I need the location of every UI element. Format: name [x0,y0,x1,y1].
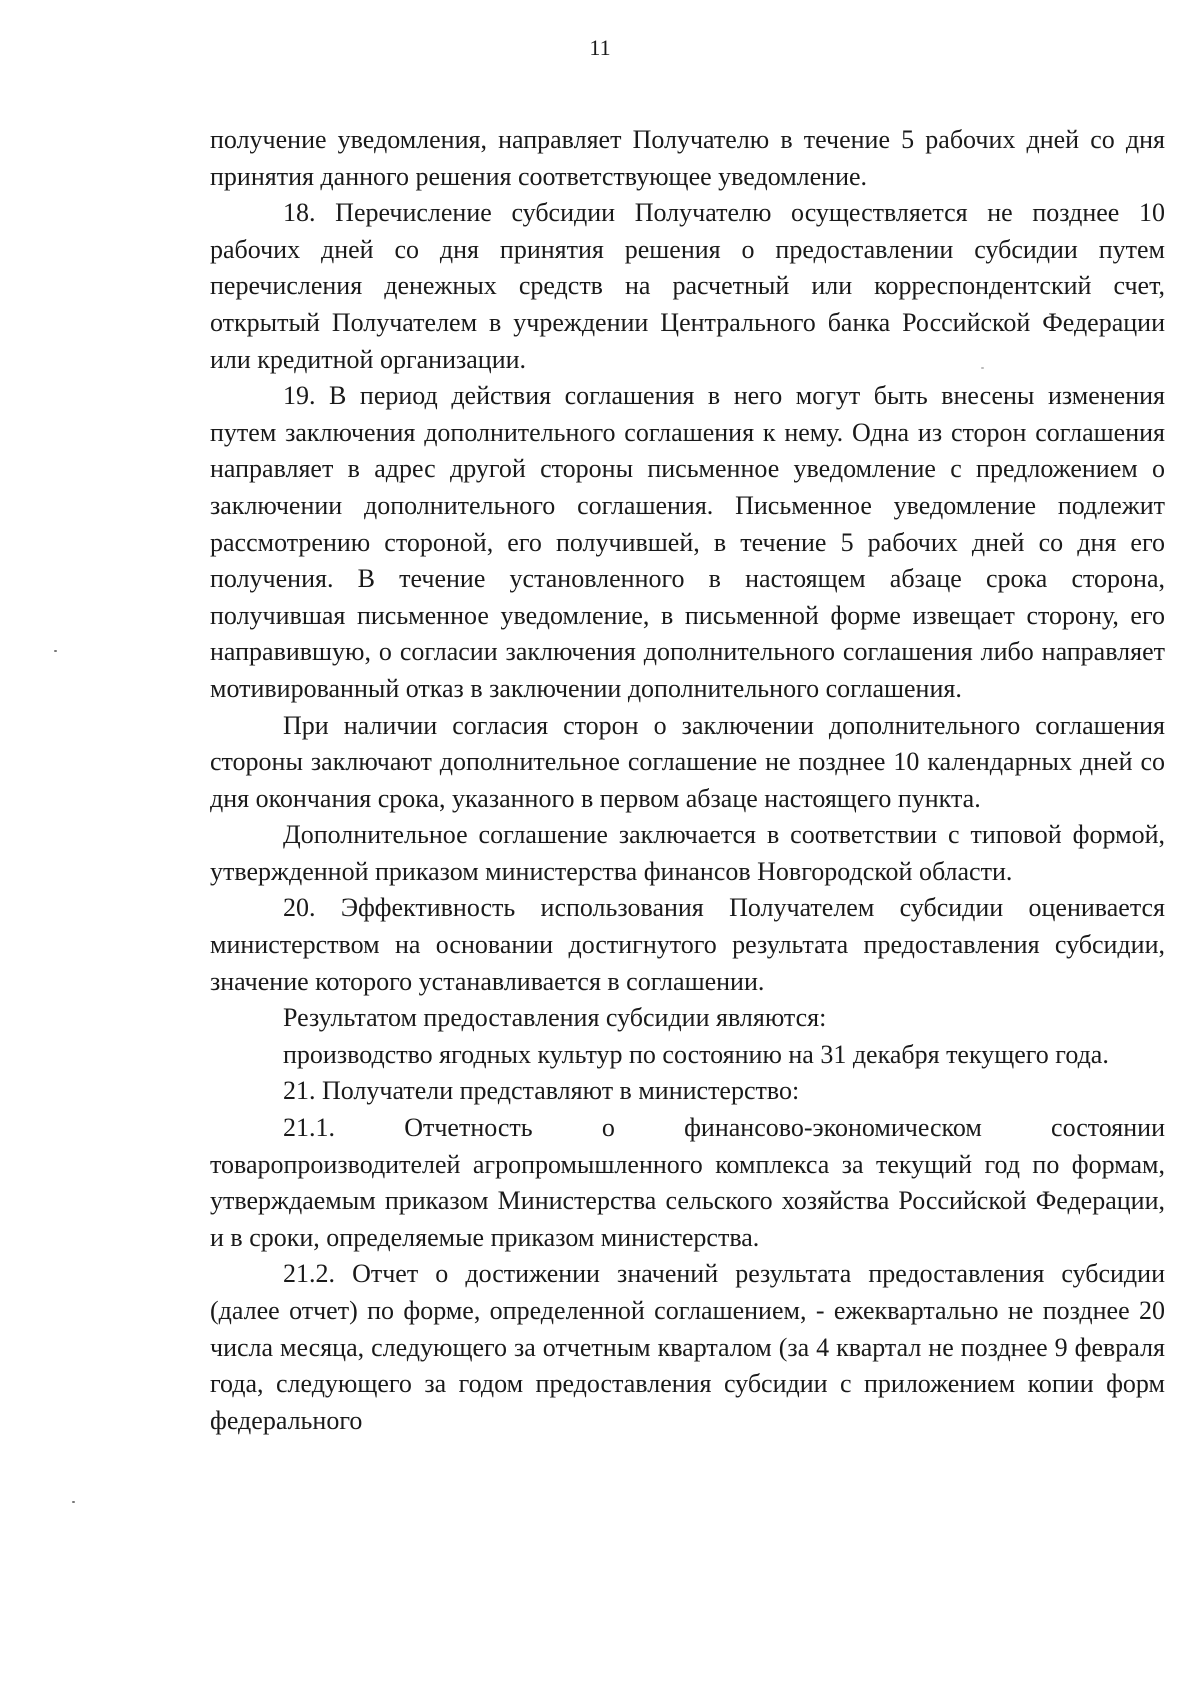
paragraph-20: 20. Эффективность использования Получателем субсидии оценивается министерством на основании достигнутого результата предоставления субсидии, значение которого устанавливается в соглашении. [210,893,1165,996]
scan-speck [72,1501,75,1503]
paragraph-19-form: Дополнительное соглашение заключается в соответствии с типовой формой, утвержденной приказом министерства финансов Новгородской области. [210,820,1165,886]
page-number: 11 [589,35,611,60]
paragraph-19: 19. В период действия соглашения в него могут быть внесены изменения путем заключения дополнительного соглашения к нему. Одна из сторон соглашения направляет в адрес другой стороны письменное уведомление с предложением о заключении дополнительного соглашения. Письменное уведомление подлежит рассмотрению стороной, его получившей, в течение 5 рабочих дней со дня его получения. В течение установленного в настоящем абзаце срока сторона, получившая письменное уведомление, в письменной форме извещает сторону, его направившую, о согласии заключения дополнительного соглашения либо направляет мотивированный отказ в заключении дополнительного соглашения. [210,381,1165,703]
paragraph-20-berries: производство ягодных культур по состоянию на 31 декабря текущего года. [283,1039,1109,1069]
paragraph-continuation: получение уведомления, направляет Получателю в течение 5 рабочих дней со дня принятия данного решения соответствующее уведомление. [210,125,1165,191]
paragraph-19-consent: При наличии согласия сторон о заключении дополнительного соглашения стороны заключают дополнительное соглашение не позднее 10 календарных дней со дня окончания срока, указанного в первом абзаце настоящего пункта. [210,710,1165,813]
scan-speck [54,650,57,652]
paragraph-18: 18. Перечисление субсидии Получателю осуществляется не позднее 10 рабочих дней со дня принятия решения о предоставлении субсидии путем перечисления денежных средств на расчетный или корреспондентский счет, открытый Получателем в учреждении Центрального банка Российской Федерации или кредитной организации. [210,198,1165,374]
paragraph-20-results: Результатом предоставления субсидии являются: [283,1003,827,1033]
paragraph-21: 21. Получатели представляют в министерство: [283,1076,800,1106]
paragraph-21-2: 21.2. Отчет о достижении значений результата предоставления субсидии (далее отчет) по форме, определенной соглашением, - ежеквартально не позднее 20 числа месяца, следующего за отчетным кварталом (за 4 квартал не позднее 9 февраля года, следующего за годом предоставления субсидии с приложением копии форм федерального [210,1259,1165,1435]
paragraph-21-1: 21.1. Отчетность о финансово-экономическом состоянии товаропроизводителей агропромышленного комплекса за текущий год по формам, утверждаемым приказом Министерства сельского хозяйства Российской Федерации, и в сроки, определяемые приказом министерства. [210,1113,1165,1252]
document-body [210,122,1165,1439]
scan-speck [981,367,984,369]
